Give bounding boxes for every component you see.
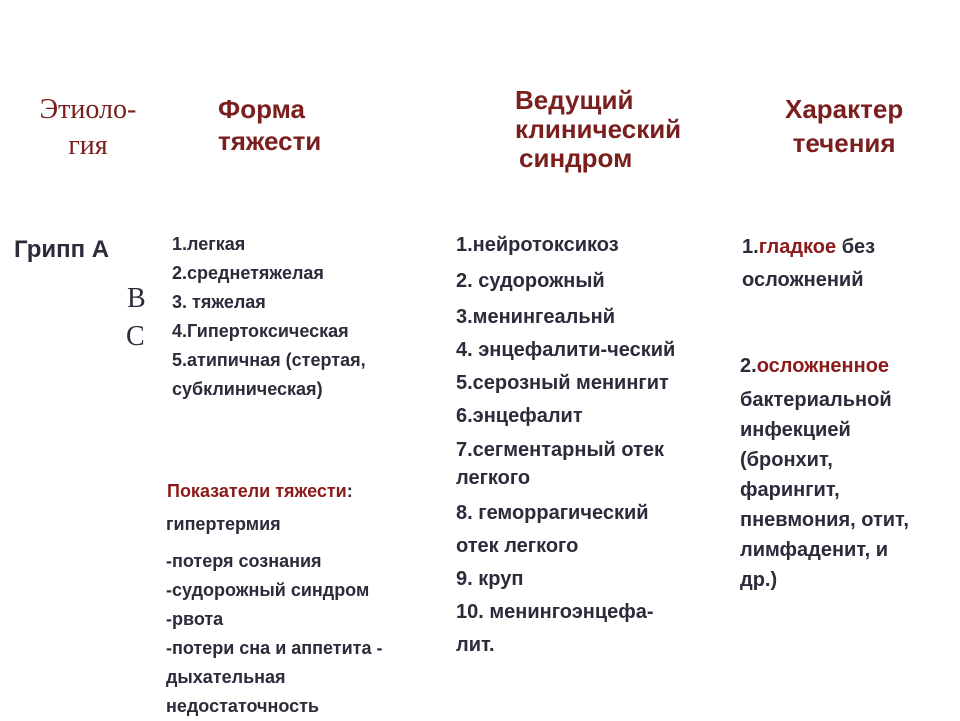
course-smooth [742,231,875,297]
list-item: субклиническая) [172,379,323,399]
list-item: 2. судорожный [456,270,605,292]
severity-forms-list [172,230,366,404]
list-item: 1.нейротоксикоз [456,234,619,256]
header-etiology-line1: Этиоло- [39,94,137,125]
list-item: 9. круп [456,568,524,590]
list-item: дыхательная [166,667,286,687]
list-item: 1.легкая [172,234,246,254]
list-item: 5.атипичная (стертая, [172,350,366,370]
header-syndrome-line1: Ведущий [515,85,634,115]
list-item: -потеря сознания [166,551,322,571]
course-smooth-num: 1. [742,236,759,258]
course-complicated-detail: бактериальной [740,389,892,411]
course-complicated-detail: (бронхит, [740,449,833,471]
list-item: 10. менингоэнцефа- [456,601,654,623]
list-item: 4. энцефалити-ческий [456,339,676,361]
header-severity-form [218,94,321,156]
course-smooth-line1 [742,231,875,264]
list-item: лит. [456,634,495,656]
syndromes-list [456,229,675,662]
course-complicated-highlight: осложненное [756,355,890,377]
list-item: 7.сегментарный отек [456,439,665,461]
header-leading-syndrome [515,86,681,173]
course-complicated-detail: инфекцией [740,419,851,441]
list-item: легкого [456,467,531,489]
course-complicated-line1 [740,351,909,381]
course-complicated-num: 2. [740,355,757,377]
list-item: -рвота [166,609,224,629]
etiology-influenza-a: Грипп А [14,236,110,263]
list-item: 2.среднетяжелая [172,263,324,283]
list-item: отек легкого [456,535,579,557]
course-smooth-rest: без [836,236,876,258]
course-smooth-line2: осложнений [742,269,864,291]
list-item: недостаточность [166,696,319,716]
etiology-influenza-b: В [127,283,146,314]
header-etiology [28,94,148,162]
severity-indicators-title-text: Показатели тяжести [167,481,347,501]
severity-indicators-title [167,481,353,502]
list-item: 6.энцефалит [456,405,583,427]
list-item: 4.Гипертоксическая [172,321,349,341]
course-complicated-detail: лимфаденит, и [740,539,889,561]
header-course-line1: Характер [785,94,904,124]
header-syndrome-line2: клинический [515,114,682,144]
course-complicated [740,351,909,595]
etiology-influenza-c: С [126,321,145,352]
course-complicated-detail: пневмония, отит, [740,509,909,531]
severity-indicators-list [166,510,383,721]
list-item: 8. геморрагический [456,502,649,524]
header-course-line2: течения [792,128,896,158]
list-item: 5.серозный менингит [456,372,669,394]
header-severity-line2: тяжести [218,126,322,156]
course-complicated-detail: фарингит, [740,479,840,501]
course-smooth-highlight: гладкое [758,236,837,258]
severity-indicators-colon: : [346,481,353,501]
list-item: 3. тяжелая [172,292,266,312]
list-item: 3.менингеальнй [456,306,616,328]
list-item: -потери сна и аппетита - [166,638,383,658]
header-course [785,94,903,158]
list-item: гипертермия [166,514,281,534]
header-severity-line1: Форма [218,94,305,124]
list-item: -судорожный синдром [166,580,370,600]
header-etiology-line2: гия [68,130,108,161]
course-complicated-detail: др.) [740,569,778,591]
header-syndrome-line3: синдром [519,143,633,173]
